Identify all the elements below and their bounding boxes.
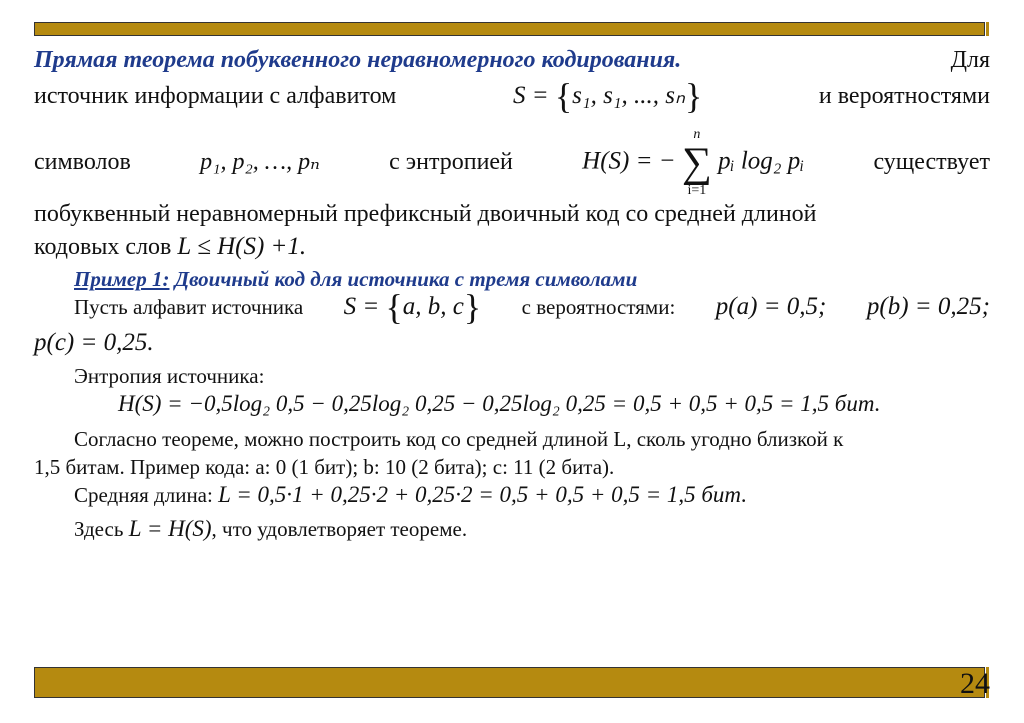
conclusion-tail: , что удовлетворяет теореме. [211, 517, 468, 541]
theorem-application-line-1: Согласно теореме, можно построить код со средней длиной L, сколь угодно близкой к [74, 427, 844, 451]
theorem-line1-tail: Для [950, 47, 990, 73]
brace-open-icon: { [385, 287, 403, 327]
example-alphabet-symbol: S = [343, 293, 380, 320]
example-line-1 [74, 287, 990, 327]
entropy-formula [582, 127, 805, 198]
brace-close-icon: } [684, 76, 703, 116]
theorem-line-3 [34, 127, 990, 198]
sum-sigma-icon: n ∑ i=1 [682, 143, 712, 183]
alphabet-symbol: S = [513, 82, 549, 109]
theorem-application-line-2: 1,5 битам. Пример кода: a: 0 (1 бит); b: 10 (2 бита); c: 11 (2 бита). [34, 455, 615, 479]
page-number: 24 [960, 667, 990, 700]
entropy-rhs: pᵢ log₂ pᵢ [718, 147, 805, 175]
prob-c: p(c) = 0,25. [34, 329, 154, 356]
entropy-calculation: H(S) = −0,5log₂ 0,5 − 0,25log₂ 0,25 − 0,25log₂ 0,25 = 0,5 + 0,5 + 0,5 = 1,5 бит. [118, 391, 881, 416]
length-bound-formula: L ≤ H(S) +1. [177, 233, 307, 260]
theorem-line-4: побуквенный неравномерный префиксный двоичный код со средней длиной [34, 201, 817, 227]
theorem-line3-start: символов [34, 148, 131, 175]
bottom-frame-bar [34, 667, 985, 698]
top-frame-bar-edge [986, 22, 989, 36]
theorem-line-5 [34, 235, 990, 259]
example-entropy-formula [118, 392, 1024, 416]
top-frame-bar [34, 22, 985, 36]
sum-lower-limit: i=1 [687, 183, 707, 198]
theorem-line3-tail: существует [873, 148, 990, 175]
example-alphabet-elements: a, b, c [402, 293, 464, 320]
sum-upper-limit: n [693, 127, 701, 142]
theorem-line-2 [34, 76, 990, 116]
entropy-lhs: H(S) = − [582, 147, 676, 175]
prob-a: p(a) = 0,5; [715, 293, 827, 320]
example-l1-mid: с вероятностями: [521, 295, 676, 319]
conclusion-formula: L = H(S) [128, 516, 212, 541]
average-length-line [34, 484, 1024, 506]
average-length-formula: L = 0,5·1 + 0,25·2 + 0,25·2 = 0,5 + 0,5 + 0,5 = 1,5 бит. [218, 482, 748, 507]
theorem-title: Прямая теорема побуквенного неравномерного кодирования. [34, 47, 682, 73]
example-label: Пример 1: [74, 267, 170, 291]
theorem-line2-tail: и вероятностями [818, 83, 990, 109]
brace-open-icon: { [554, 76, 573, 116]
theorem-line-1 [34, 48, 990, 72]
conclusion-start: Здесь [74, 517, 124, 541]
example-line-2 [34, 331, 990, 355]
example-title: Двоичный код для источника с тремя символами [174, 267, 638, 291]
prob-b: p(b) = 0,25; [866, 293, 990, 320]
entropy-label: Энтропия источника: [74, 364, 265, 388]
conclusion-line [34, 518, 1024, 540]
example-alphabet-formula [343, 287, 482, 327]
example-heading [34, 268, 1024, 290]
probabilities-list: p₁, p₂, …, pₙ [200, 148, 320, 175]
example-l1-start: Пусть алфавит источника [74, 295, 304, 319]
alphabet-elements: s₁, s₁, ..., sₙ [572, 82, 685, 109]
theorem-line2-start: источник информации с алфавитом [34, 83, 397, 109]
brace-close-icon: } [463, 287, 482, 327]
alphabet-formula [513, 76, 703, 116]
theorem-line5-start: кодовых слов [34, 234, 172, 260]
theorem-line3-mid: с энтропией [389, 148, 513, 175]
average-length-label: Средняя длина: [74, 483, 213, 507]
